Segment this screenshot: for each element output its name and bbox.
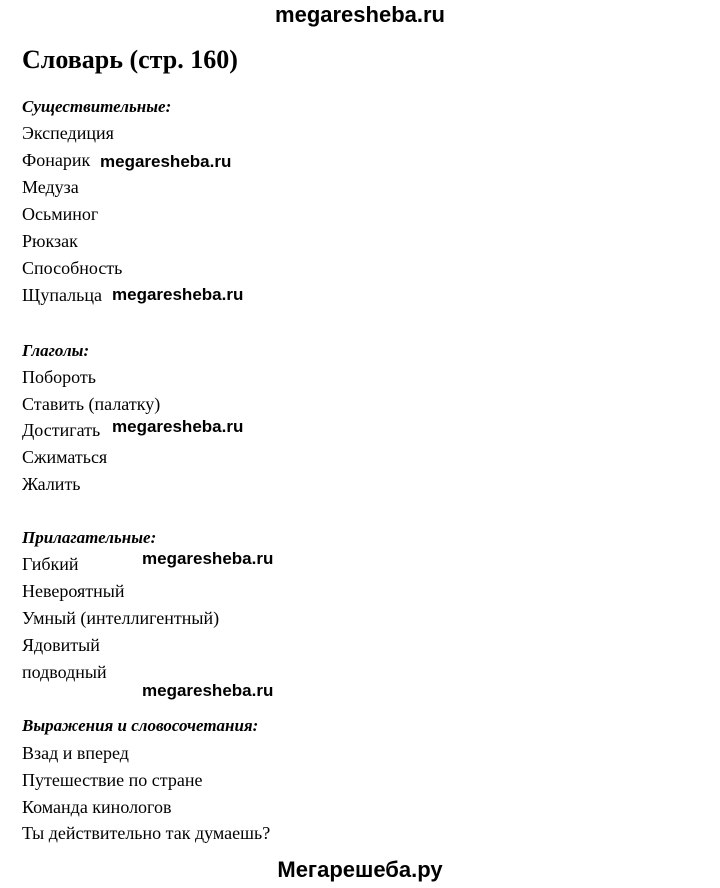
phrase-item: Команда кинологов [22, 797, 172, 817]
verb-item: Побороть [22, 367, 96, 387]
watermark-text: megaresheba.ru [112, 285, 244, 304]
section-heading-verbs: Глаголы: [22, 341, 90, 360]
site-header-watermark: megaresheba.ru [275, 2, 445, 27]
section-heading-nouns: Существительные: [22, 97, 172, 116]
page-title: Словарь (стр. 160) [22, 45, 238, 74]
phrase-item: Путешествие по стране [22, 770, 203, 790]
adjective-item: Ядовитый [22, 635, 100, 655]
noun-item: Осьминог [22, 204, 99, 224]
section-heading-adjectives: Прилагательные: [22, 528, 157, 547]
watermark-text: megaresheba.ru [142, 681, 274, 700]
phrase-item: Ты действительно так думаешь? [22, 823, 271, 843]
site-footer-watermark: Мегарешеба.ру [277, 857, 443, 882]
verb-item: Жалить [22, 474, 81, 494]
watermark-text: megaresheba.ru [112, 417, 244, 436]
watermark-text: megaresheba.ru [142, 549, 274, 568]
verb-item: Сжиматься [22, 447, 108, 467]
noun-item: Способность [22, 258, 123, 278]
verb-item: Ставить (палатку) [22, 394, 161, 414]
watermark-text: megaresheba.ru [100, 152, 232, 171]
noun-item: Щупальца [22, 285, 102, 305]
noun-item: Медуза [22, 177, 79, 197]
adjective-item: подводный [22, 662, 107, 682]
adjective-item: Невероятный [22, 581, 125, 601]
noun-item: Рюкзак [22, 231, 78, 251]
phrase-item: Взад и вперед [22, 743, 129, 763]
noun-item: Фонарик [22, 150, 91, 170]
verb-item: Достигать [22, 420, 101, 440]
noun-item: Экспедиция [22, 123, 114, 143]
section-heading-phrases: Выражения и словосочетания: [22, 716, 259, 735]
adjective-item: Гибкий [22, 554, 79, 574]
adjective-item: Умный (интеллигентный) [22, 608, 220, 628]
